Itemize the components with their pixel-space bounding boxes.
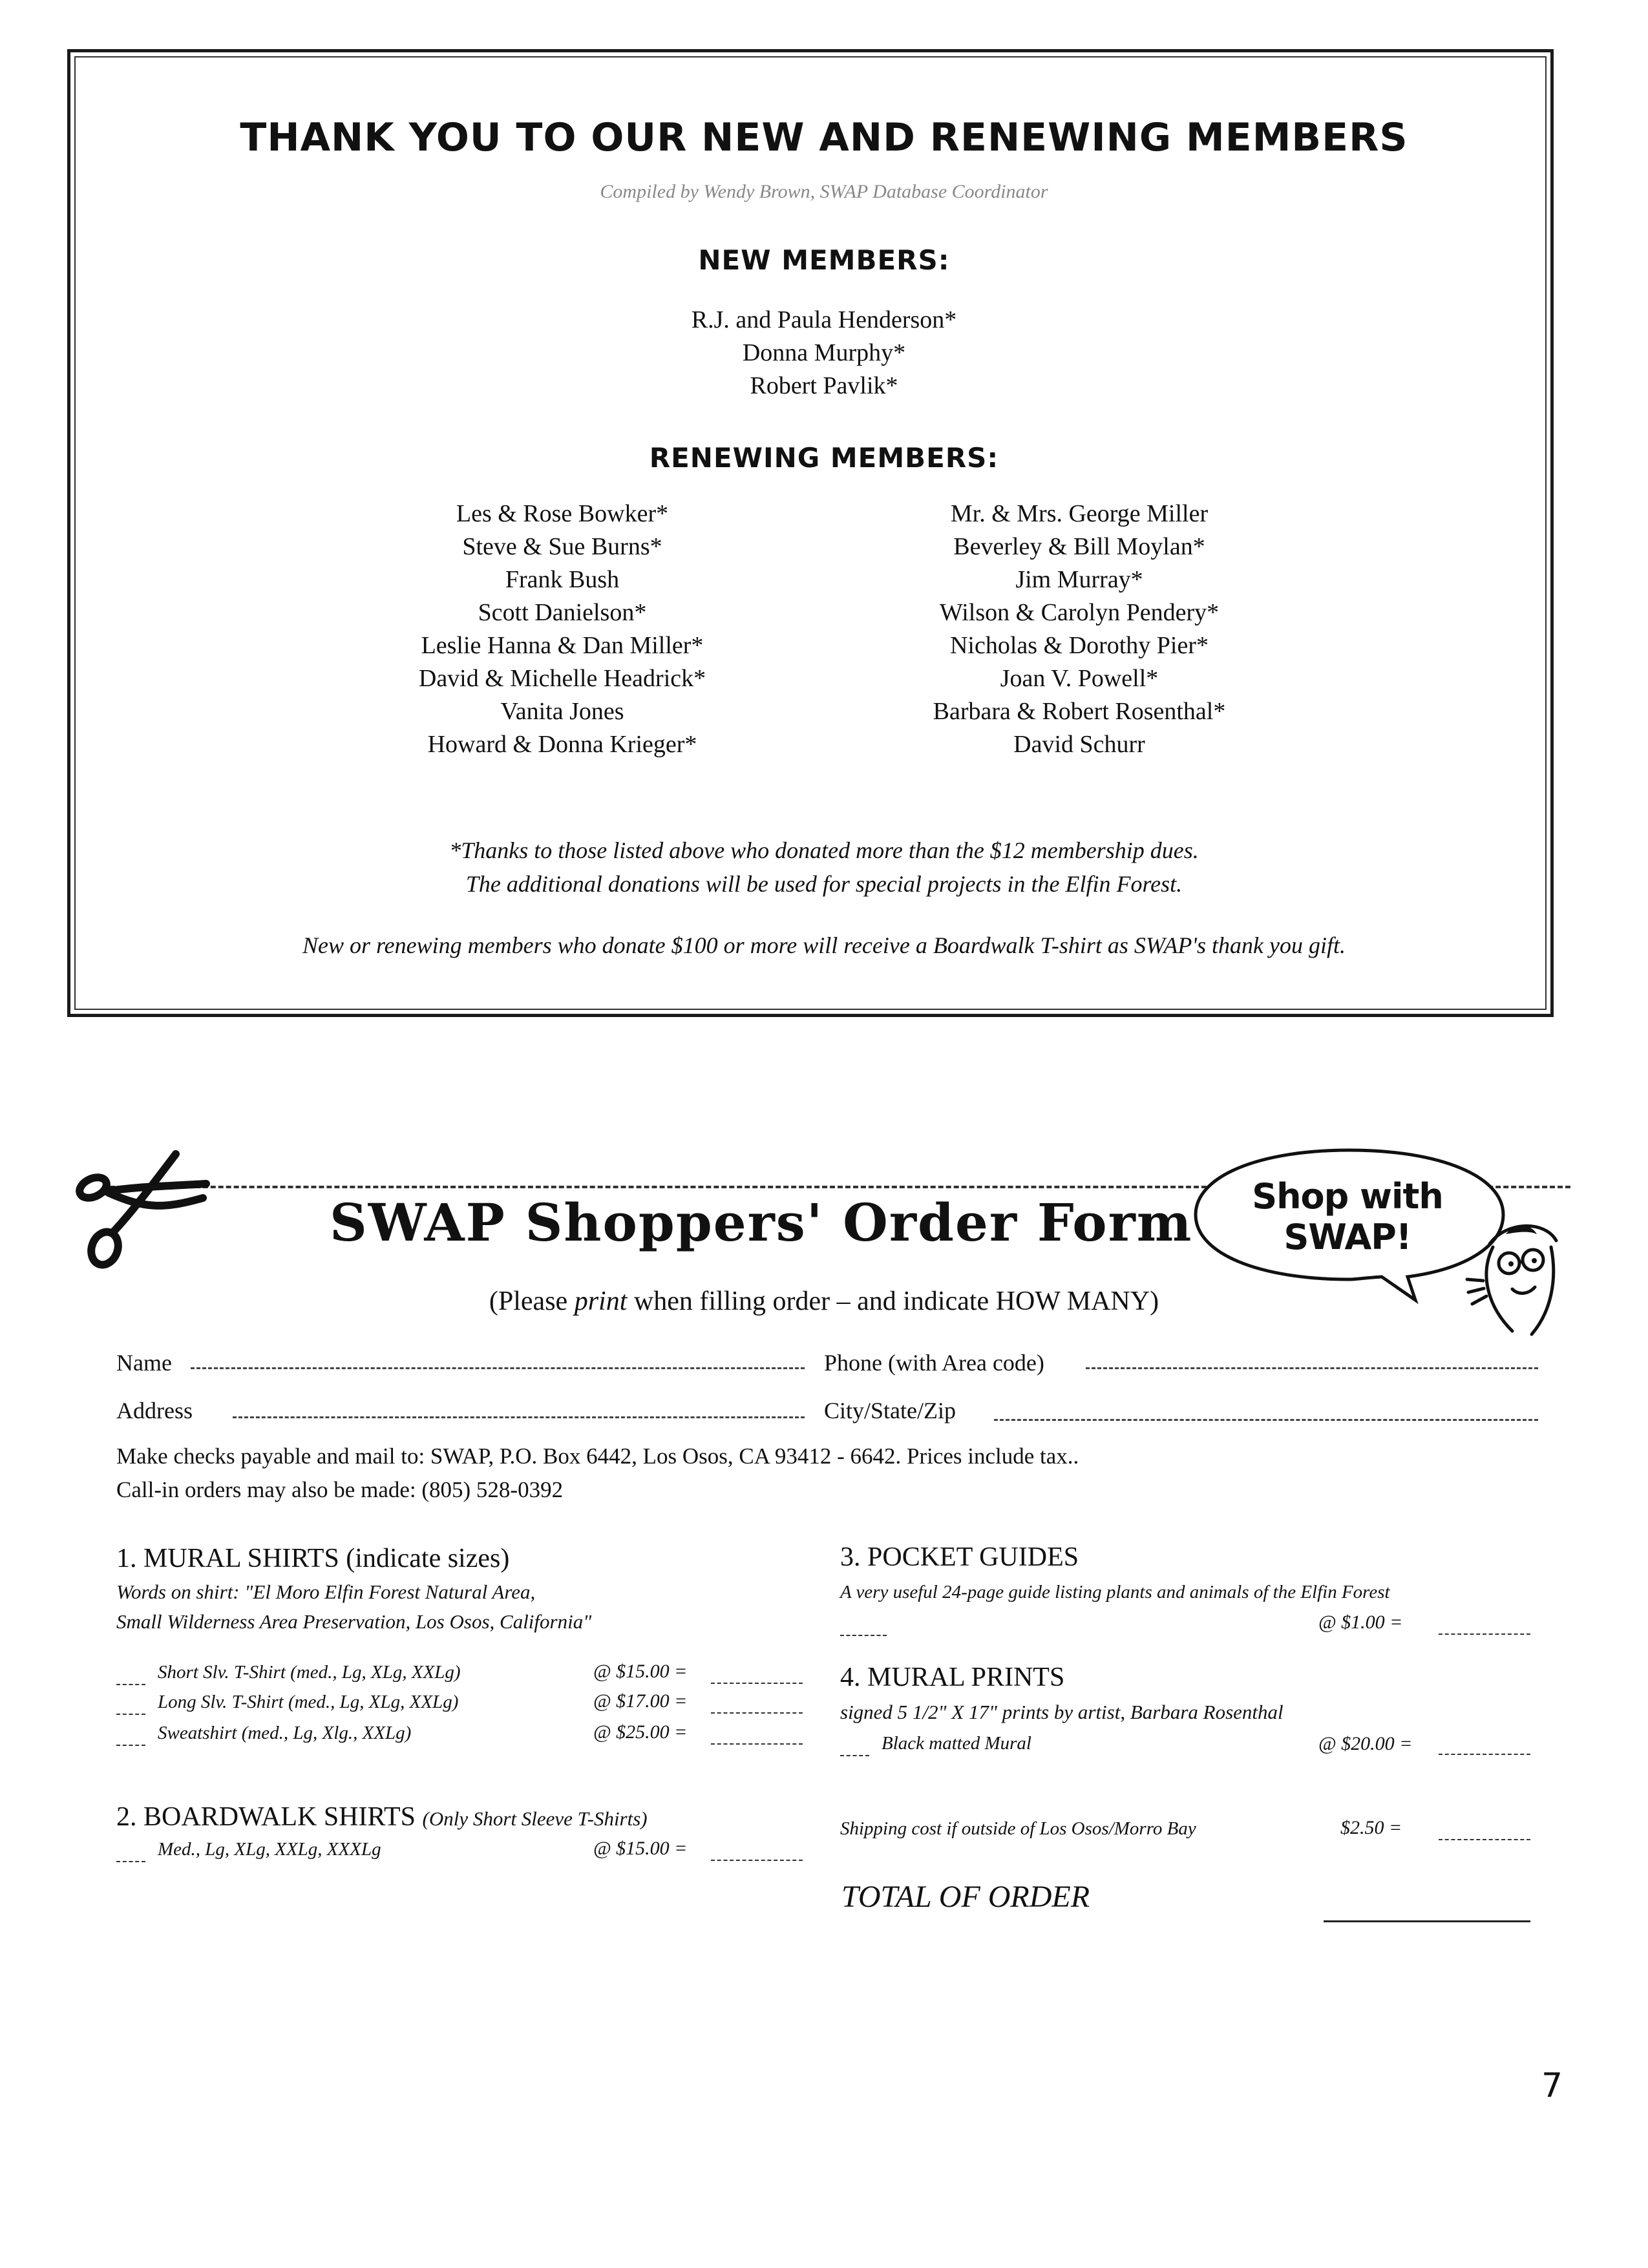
compiled-by: Compiled by Wendy Brown, SWAP Database Coordinator [600,181,1048,202]
list-item: Wilson & Carolyn Pendery* [939,599,1220,626]
call-line: Call-in orders may also be made: (805) 528-0392 [116,1477,564,1502]
mural-prints-item: Black matted Mural [882,1733,1031,1754]
order-form-title: SWAP Shoppers' Order Form [330,1192,1193,1253]
qty-field-long-sleeve[interactable] [116,1714,145,1715]
long-sleeve-price: @ $17.00 = [593,1690,688,1712]
total-of-order-field[interactable] [1324,1920,1530,1922]
long-sleeve-item: Long Slv. T-Shirt (med., Lg, XLg, XXLg) [158,1692,459,1712]
members-title: THANK YOU TO OUR NEW AND RENEWING MEMBERS [240,115,1408,160]
shipping-label: Shipping cost if outside of Los Osos/Morro Bay [840,1818,1196,1839]
shipping-price: $2.50 = [1340,1817,1402,1838]
city-state-zip-field[interactable] [994,1419,1538,1421]
mural-shirts-words-line2: Small Wilderness Area Preservation, Los Osos, California" [116,1610,592,1633]
order-instructions: (Please print when filling order – and indicate HOW MANY) [489,1286,1159,1316]
mural-prints-price: @ $20.00 = [1318,1733,1413,1754]
mural-shirts-heading: 1. MURAL SHIRTS (indicate sizes) [116,1544,510,1573]
sweatshirt-item: Sweatshirt (med., Lg, Xlg., XXLg) [158,1723,412,1743]
renewing-members-left-column [336,498,788,761]
list-item: Nicholas & Dorothy Pier* [949,632,1209,659]
list-item: Mr. & Mrs. George Miller [950,500,1209,527]
boardwalk-price: @ $15.00 = [593,1838,688,1859]
mural-prints-heading: 4. MURAL PRINTS [840,1663,1065,1692]
list-item: Beverley & Bill Moylan* [953,533,1205,560]
short-sleeve-price: @ $15.00 = [593,1661,688,1682]
qty-field-sweatshirt[interactable] [116,1745,145,1746]
list-item: Les & Rose Bowker* [456,500,669,527]
boardwalk-shirts-heading: 2. BOARDWALK SHIRTS (Only Short Sleeve T-Shirts) [116,1802,648,1832]
list-item: Steve & Sue Burns* [462,533,662,560]
list-item: Howard & Donna Krieger* [427,731,697,758]
qty-field-short-sleeve[interactable] [116,1684,145,1685]
boardwalk-item: Med., Lg, XLg, XXLg, XXXLg [158,1839,381,1860]
pocket-guides-desc: A very useful 24-page guide listing plants and animals of the Elfin Forest [840,1582,1390,1602]
list-item: Joan V. Powell* [1000,665,1159,692]
list-item: R.J. and Paula Henderson* [691,306,957,333]
total-field-mural-prints[interactable] [1439,1754,1530,1755]
phone-field[interactable] [1086,1367,1538,1369]
renewing-members-heading: RENEWING MEMBERS: [649,442,999,474]
page-number: 7 [1541,2066,1563,2105]
mural-prints-desc: signed 5 1/2" X 17" prints by artist, Barbara Rosenthal [840,1701,1284,1723]
list-item: Leslie Hanna & Dan Miller* [421,632,704,659]
list-item: Scott Danielson* [478,599,647,626]
new-members-list [0,304,1648,403]
list-item: Barbara & Robert Rosenthal* [933,698,1226,725]
list-item: Jim Murray* [1015,566,1143,593]
mailing-info [116,1440,1079,1507]
scissors-icon [67,1148,216,1290]
address-field[interactable] [233,1416,805,1418]
mail-line: Make checks payable and mail to: SWAP, P.O. Box 6442, Los Osos, CA 93412 - 6642. Prices include tax.. [116,1444,1079,1469]
list-item: David Schurr [1013,731,1145,758]
pocket-guides-heading: 3. POCKET GUIDES [840,1542,1079,1572]
total-of-order-label: TOTAL OF ORDER [841,1880,1090,1914]
renewing-members-right-column [853,498,1305,761]
donation-note-line2: The additional donations will be used for special projects in the Elfin Forest. [465,871,1183,897]
address-label: Address [116,1398,193,1423]
total-field-sweatshirt[interactable] [711,1743,803,1745]
list-item: Vanita Jones [500,698,624,725]
donation-note-line1: *Thanks to those listed above who donated more than the $12 membership dues. [449,837,1199,863]
pocket-guides-price: @ $1.00 = [1318,1612,1403,1633]
sweatshirt-price: @ $25.00 = [593,1721,688,1743]
tshirt-gift-note: New or renewing members who donate $100 or more will receive a Boardwalk T-shirt as SWAP's thank you gift. [302,932,1346,958]
total-field-boardwalk[interactable] [711,1860,803,1861]
list-item: Frank Bush [505,566,620,593]
total-field-short-sleeve[interactable] [711,1683,803,1684]
shop-with-swap-text: Shop with SWAP! [1252,1176,1443,1257]
total-field-pocket-guides[interactable] [1439,1633,1530,1635]
city-state-zip-label: City/State/Zip [824,1398,956,1423]
list-item: David & Michelle Headrick* [418,665,706,692]
name-field[interactable] [191,1367,805,1369]
list-item: Donna Murphy* [742,339,906,366]
qty-field-pocket-guides[interactable] [840,1635,887,1636]
name-label: Name [116,1350,172,1376]
list-item: Robert Pavlik* [750,372,898,399]
phone-label: Phone (with Area code) [824,1350,1044,1376]
total-field-long-sleeve[interactable] [711,1712,803,1714]
short-sleeve-item: Short Slv. T-Shirt (med., Lg, XLg, XXLg) [158,1662,461,1683]
qty-field-boardwalk[interactable] [116,1861,145,1862]
total-field-shipping[interactable] [1439,1839,1530,1840]
mural-shirts-words-line1: Words on shirt: "El Moro Elfin Forest Natural Area, [116,1580,536,1603]
donation-note [0,834,1648,901]
mascot-icon [1454,1208,1570,1338]
qty-field-mural-prints[interactable] [840,1755,869,1756]
new-members-heading: NEW MEMBERS: [698,244,950,276]
